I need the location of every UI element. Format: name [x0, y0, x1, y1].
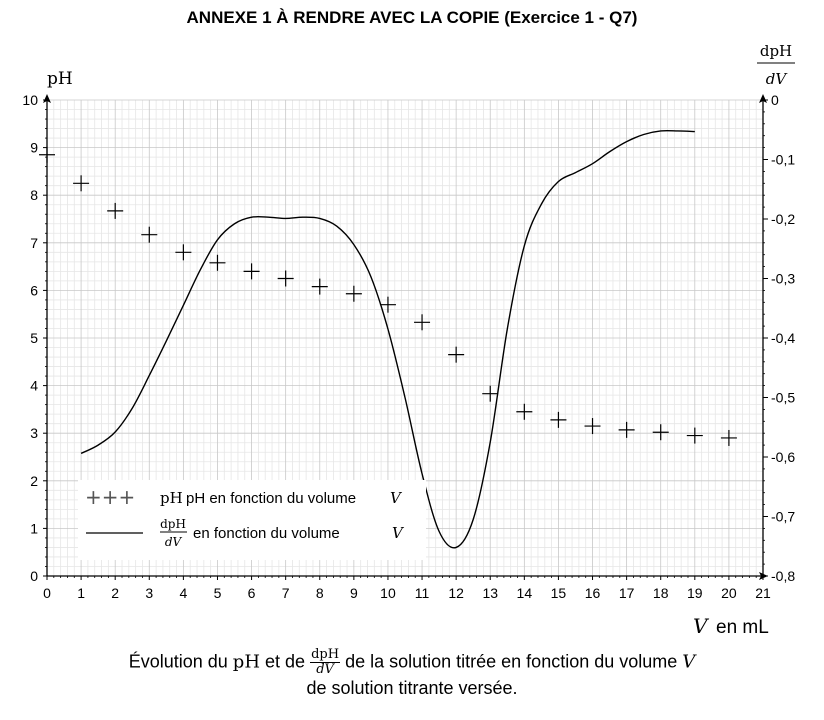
x-tick-label: 10 [380, 585, 396, 601]
legend-scatter-var: V [390, 489, 401, 507]
caption-text-a: Évolution du [128, 651, 233, 672]
y-right-tick-label: -0,7 [771, 508, 796, 525]
ph-point [619, 422, 635, 438]
x-tick-label: 0 [43, 585, 51, 601]
caption-frac-den: dV [316, 662, 334, 677]
y-left-tick-label: 4 [30, 377, 38, 394]
y-left-tick-label: 1 [30, 520, 38, 537]
y-left-tick-label: 2 [30, 472, 38, 489]
x-tick-label: 17 [618, 585, 635, 601]
x-tick-label: 12 [448, 585, 464, 601]
y-left-tick-label: 3 [30, 425, 38, 442]
y-right-tick-label: -0,6 [771, 449, 796, 465]
legend-line-var: V [392, 524, 403, 542]
legend-line-label: en fonction du volume [193, 525, 340, 542]
ph-point [141, 227, 157, 243]
x-tick-label: 1 [77, 585, 85, 601]
y-left-tick-label: 0 [30, 568, 38, 584]
y-left-tick-label: 8 [30, 187, 38, 204]
x-tick-label: 3 [145, 585, 154, 601]
y-left-tick-label: 6 [30, 282, 38, 299]
legend-scatter-label: pH en fonction du volume [186, 490, 357, 507]
ph-point [278, 271, 294, 287]
caption-var: V [682, 651, 696, 673]
x-tick-label: 8 [315, 585, 324, 601]
ph-point [721, 430, 737, 446]
ph-point [346, 286, 362, 302]
y-right-tick-label: 0 [771, 92, 779, 108]
ph-point [39, 147, 55, 163]
x-tick-label: 15 [550, 585, 567, 601]
y-left-tick-label: 9 [30, 139, 38, 156]
legend-line-frac-num: dpH [160, 517, 186, 531]
ph-point [175, 244, 191, 260]
y-right-tick-label: -0,8 [771, 568, 796, 584]
y-right-tick-label: -0,1 [771, 151, 796, 168]
ph-point [653, 424, 669, 440]
caption-line-1 [0, 648, 824, 677]
legend-line-frac-den: dV [164, 535, 182, 549]
figure-caption [0, 648, 824, 699]
ph-point [687, 428, 703, 444]
legend [78, 480, 426, 560]
ph-point [244, 263, 260, 279]
x-tick-label: 18 [652, 585, 669, 601]
x-tick-label: 16 [584, 585, 601, 601]
ph-point [209, 255, 225, 271]
x-tick-label: 20 [721, 585, 737, 601]
ph-point [73, 175, 89, 191]
ph-point [107, 203, 123, 219]
x-tick-label: 13 [482, 585, 499, 601]
x-tick-label: 19 [687, 585, 703, 601]
caption-text-c: de la solution titrée en fonction du volume [340, 651, 683, 672]
legend-scatter-symbol: +++ [85, 485, 136, 509]
x-label-variable: V [693, 614, 708, 638]
ph-point [516, 404, 532, 420]
ph-point [414, 314, 430, 330]
y-right-tick-label: -0,4 [771, 330, 796, 346]
y-right-tick-label: -0,2 [771, 211, 796, 227]
y-left-tick-label: 10 [22, 92, 38, 108]
chart-title: ANNEXE 1 À RENDRE AVEC LA COPIE (Exercice 1 - Q7) [186, 8, 638, 27]
y-right-tick-label: -0,5 [771, 389, 796, 406]
ph-point [448, 347, 464, 363]
x-tick-label: 4 [179, 585, 188, 601]
caption-ph: pH [232, 651, 261, 673]
x-tick-label: 2 [111, 585, 120, 601]
x-tick-label: 14 [516, 585, 533, 601]
x-tick-label: 11 [414, 585, 430, 601]
y-left-label: pH [47, 69, 73, 89]
x-tick-label: 5 [213, 585, 222, 601]
x-tick-label: 6 [247, 585, 256, 601]
y-right-tick-label: -0,3 [771, 270, 796, 287]
ph-point [585, 418, 601, 434]
x-tick-label: 9 [349, 585, 358, 601]
caption-frac-num: dpH [311, 647, 340, 662]
caption-line-2: de solution titrante versée. [306, 678, 518, 698]
x-tick-label: 7 [281, 585, 290, 601]
y-left-tick-label: 7 [30, 234, 38, 251]
ph-point [482, 386, 498, 402]
legend-scatter-ph: pH [160, 489, 183, 507]
y-right-label-denominator: dV [765, 70, 787, 88]
x-label-unit: en mL [716, 617, 769, 638]
x-tick-label: 21 [755, 585, 771, 601]
y-left-tick-label: 5 [30, 330, 38, 346]
caption-fraction [310, 648, 340, 677]
caption-text-b: et de [260, 651, 311, 672]
y-right-label-numerator: dpH [759, 42, 793, 60]
